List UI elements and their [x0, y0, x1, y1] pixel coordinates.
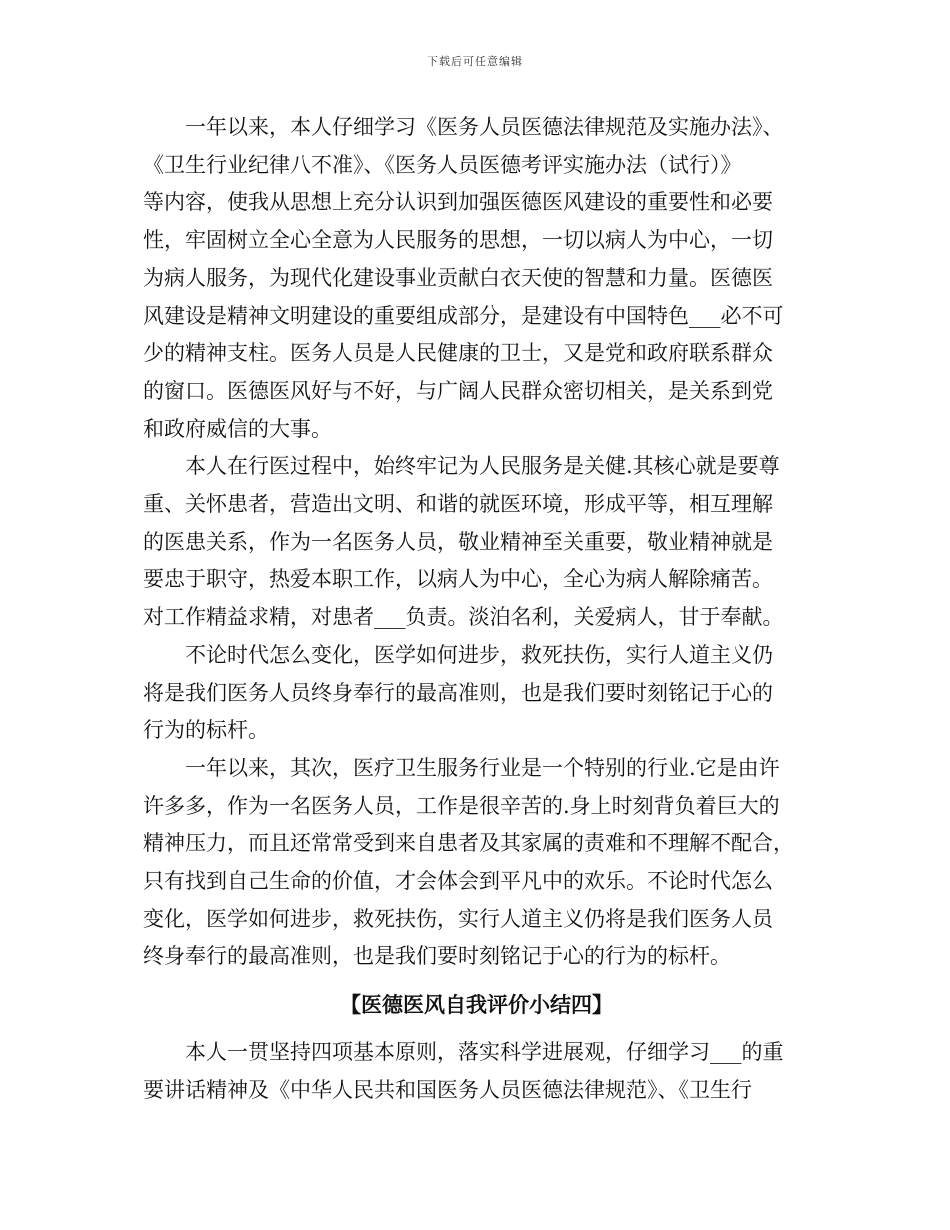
text-line: 终身奉行的最高准则，也是我们要时刻铭记于心的行为的标杆。 [143, 944, 731, 969]
text-line: 重、关怀患者，营造出文明、和谐的就医环境，形成平等，相互理解 [143, 492, 773, 517]
text-line: 一年以来，其次，医疗卫生服务行业是一个特别的行业.它是由许 [143, 755, 780, 780]
text-line: 性，牢固树立全心全意为人民服务的思想，一切以病人为中心，一切 [143, 228, 773, 253]
text-line: 要讲话精神及《中华人民共和国医务人员医德法律规范》、《卫生行 [143, 1077, 752, 1102]
paragraph-4 [143, 750, 810, 976]
text-line: 要忠于职守，热爱本职工作，以病人为中心，全心为病人解除痛苦。 [143, 567, 773, 592]
text-line: 本人在行医过程中，始终牢记为人民服务是关健.其核心就是要尊 [143, 454, 780, 479]
page-header: 下载后可任意编辑 [427, 55, 523, 68]
text-line: 的窗口。医德医风好与不好，与广阔人民群众密切相关，是关系到党 [143, 378, 773, 403]
text-line: 变化，医学如何进步，救死扶伤，实行人道主义仍将是我们医务人员 [143, 906, 773, 931]
paragraph-2 [143, 448, 810, 637]
text-line: 精神压力，而且还常常受到来自患者及其家属的责难和不理解不配合， [143, 831, 794, 856]
text-line: 只有找到自己生命的价值，才会体会到平凡中的欢乐。不论时代怎么 [143, 869, 773, 894]
text-line: 等内容，使我从思想上充分认识到加强医德医风建设的重要性和必要 [143, 190, 773, 215]
paragraph-3 [143, 637, 810, 750]
text-line: 不论时代怎么变化，医学如何进步，救死扶伤，实行人道主义仍 [143, 642, 773, 667]
text-line: 本人一贯坚持四项基本原则，落实科学进展观，仔细学习___的重 [143, 1039, 784, 1064]
text-line: 许多多，作为一名医务人员，工作是很辛苦的.身上时刻背负着巨大的 [143, 793, 780, 818]
text-line: 的医患关系，作为一名医务人员，敬业精神至关重要，敬业精神就是 [143, 529, 773, 554]
text-line: 《卫生行业纪律八不准》、《医务人员医德考评实施办法（试行）》 [143, 152, 742, 177]
text-line: 和政府威信的大事。 [143, 416, 332, 441]
document-body [143, 109, 810, 1109]
text-line: 少的精神支柱。医务人员是人民健康的卫士，又是党和政府联系群众 [143, 341, 773, 366]
text-line: 风建设是精神文明建设的重要组成部分，是建设有中国特色___必不可 [143, 303, 784, 328]
paragraph-5 [143, 1034, 810, 1109]
text-line: 对工作精益求精，对患者___负责。淡泊名利，关爱病人，甘于奉献。 [143, 605, 784, 630]
paragraph-1 [143, 109, 810, 448]
text-line: 一年以来，本人仔细学习《医务人员医德法律规范及实施办法》、 [143, 115, 784, 139]
text-line: 为病人服务，为现代化建设事业贡献白衣天使的智慧和力量。医德医 [143, 265, 773, 290]
text-line: 将是我们医务人员终身奉行的最高准则，也是我们要时刻铭记于心的 [143, 680, 773, 705]
text-line: 行为的标杆。 [143, 718, 269, 743]
section-heading: 【医德医风自我评价小结四】 [340, 993, 613, 1018]
